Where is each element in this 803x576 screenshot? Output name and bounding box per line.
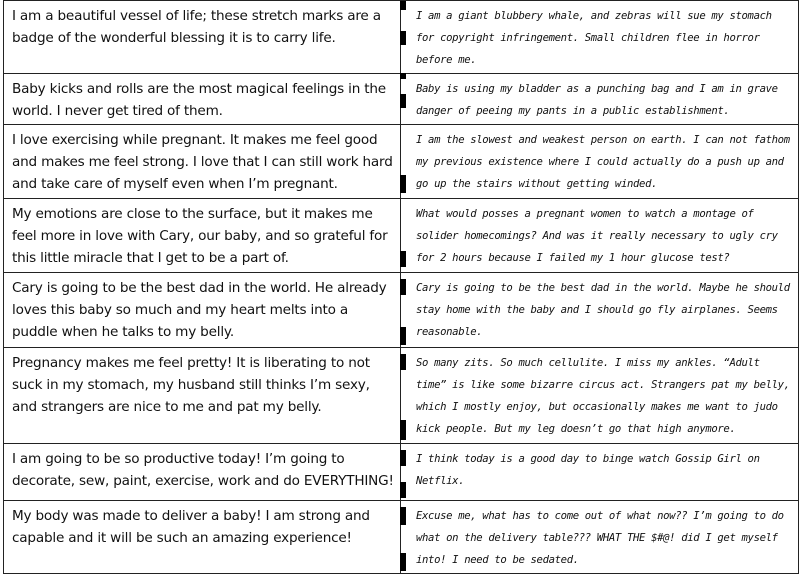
torn-edge-marker xyxy=(400,327,406,345)
expectation-cell: My emotions are close to the surface, but it makes me feel more in love with Cary, our baby, and so grateful for this little miracle that I get to be a part of. xyxy=(4,199,401,272)
reality-cell xyxy=(401,199,799,272)
expectation-cell: My body was made to deliver a baby! I am strong and capable and it will be such an amazing experience! xyxy=(4,500,401,573)
reality-text: I think today is a good day to binge watch Gossip Girl on Netflix. xyxy=(416,452,760,487)
table-row xyxy=(4,272,799,347)
torn-edge-marker xyxy=(400,354,406,370)
torn-edge-marker xyxy=(400,251,406,267)
expectation-cell: I am a beautiful vessel of life; these stretch marks are a badge of the wonderful blessing it is to carry life. xyxy=(4,1,401,74)
reality-text: Excuse me, what has to come out of what now?? I’m going to do what on the delivery table??? WHAT THE $#@! did I get myself into! I need to be sedated. xyxy=(416,509,784,566)
expectation-cell: Cary is going to be the best dad in the world. He already loves this baby so much and my heart melts into a puddle when he talks to my belly. xyxy=(4,272,401,347)
reality-cell xyxy=(401,74,799,125)
table-row xyxy=(4,124,799,198)
table-row xyxy=(4,347,799,443)
torn-edge-marker xyxy=(400,450,406,466)
torn-edge-marker xyxy=(400,507,406,525)
reality-cell xyxy=(401,272,799,347)
reality-cell xyxy=(401,500,799,573)
reality-text: So many zits. So much cellulite. I miss my ankles. “Adult time” is like some bizarre circus act. Strangers pat my belly, which I mostly enjoy, but occasionally makes me want to judo kick people. But my leg doesn’t go that high anymore. xyxy=(416,356,790,435)
expectation-cell: I love exercising while pregnant. It makes me feel good and makes me feel strong. I love that I can still work hard and take care of myself even when I’m pregnant. xyxy=(4,124,401,198)
torn-edge-marker xyxy=(400,94,406,108)
torn-edge-marker xyxy=(400,482,406,498)
torn-edge-marker xyxy=(400,279,406,295)
torn-edge-marker xyxy=(400,31,406,45)
reality-text: Cary is going to be the best dad in the world. Maybe he should stay home with the baby and I should go fly airplanes. Seems reasonable. xyxy=(416,281,790,338)
expectation-cell: Baby kicks and rolls are the most magical feelings in the world. I never get tired of them. xyxy=(4,74,401,125)
table-row xyxy=(4,500,799,573)
reality-text: I am the slowest and weakest person on earth. I can not fathom my previous existence where I could actually do a push up and go up the stairs without getting winded. xyxy=(416,133,790,190)
reality-cell xyxy=(401,1,799,74)
reality-cell xyxy=(401,124,799,198)
comparison-table xyxy=(3,0,799,574)
torn-edge-marker xyxy=(400,553,406,571)
reality-text: I am a giant blubbery whale, and zebras will sue my stomach for copyright infringement. Small children flee in horror before me. xyxy=(416,10,772,66)
expectation-cell: Pregnancy makes me feel pretty! It is liberating to not suck in my stomach, my husband still thinks I’m sexy, and strangers are nice to me and pat my belly. xyxy=(4,347,401,443)
reality-cell xyxy=(401,347,799,443)
torn-edge-marker xyxy=(400,420,406,440)
table-row xyxy=(4,1,799,74)
table-row xyxy=(4,74,799,125)
torn-edge-marker xyxy=(400,175,406,193)
torn-edge-marker xyxy=(400,1,406,10)
expectation-cell: I am going to be so productive today! I’m going to decorate, sew, paint, exercise, work and do EVERYTHING! xyxy=(4,443,401,500)
table-row xyxy=(4,199,799,272)
reality-text: Baby is using my bladder as a punching bag and I am in grave danger of peeing my pants in a public establishment. xyxy=(416,83,778,118)
reality-cell xyxy=(401,443,799,500)
reality-text: What would posses a pregnant women to watch a montage of solider homecomings? And was it really necessary to ugly cry for 2 hours because I failed my 1 hour glucose test? xyxy=(416,208,778,265)
torn-edge-marker xyxy=(400,73,406,79)
table-row xyxy=(4,443,799,500)
